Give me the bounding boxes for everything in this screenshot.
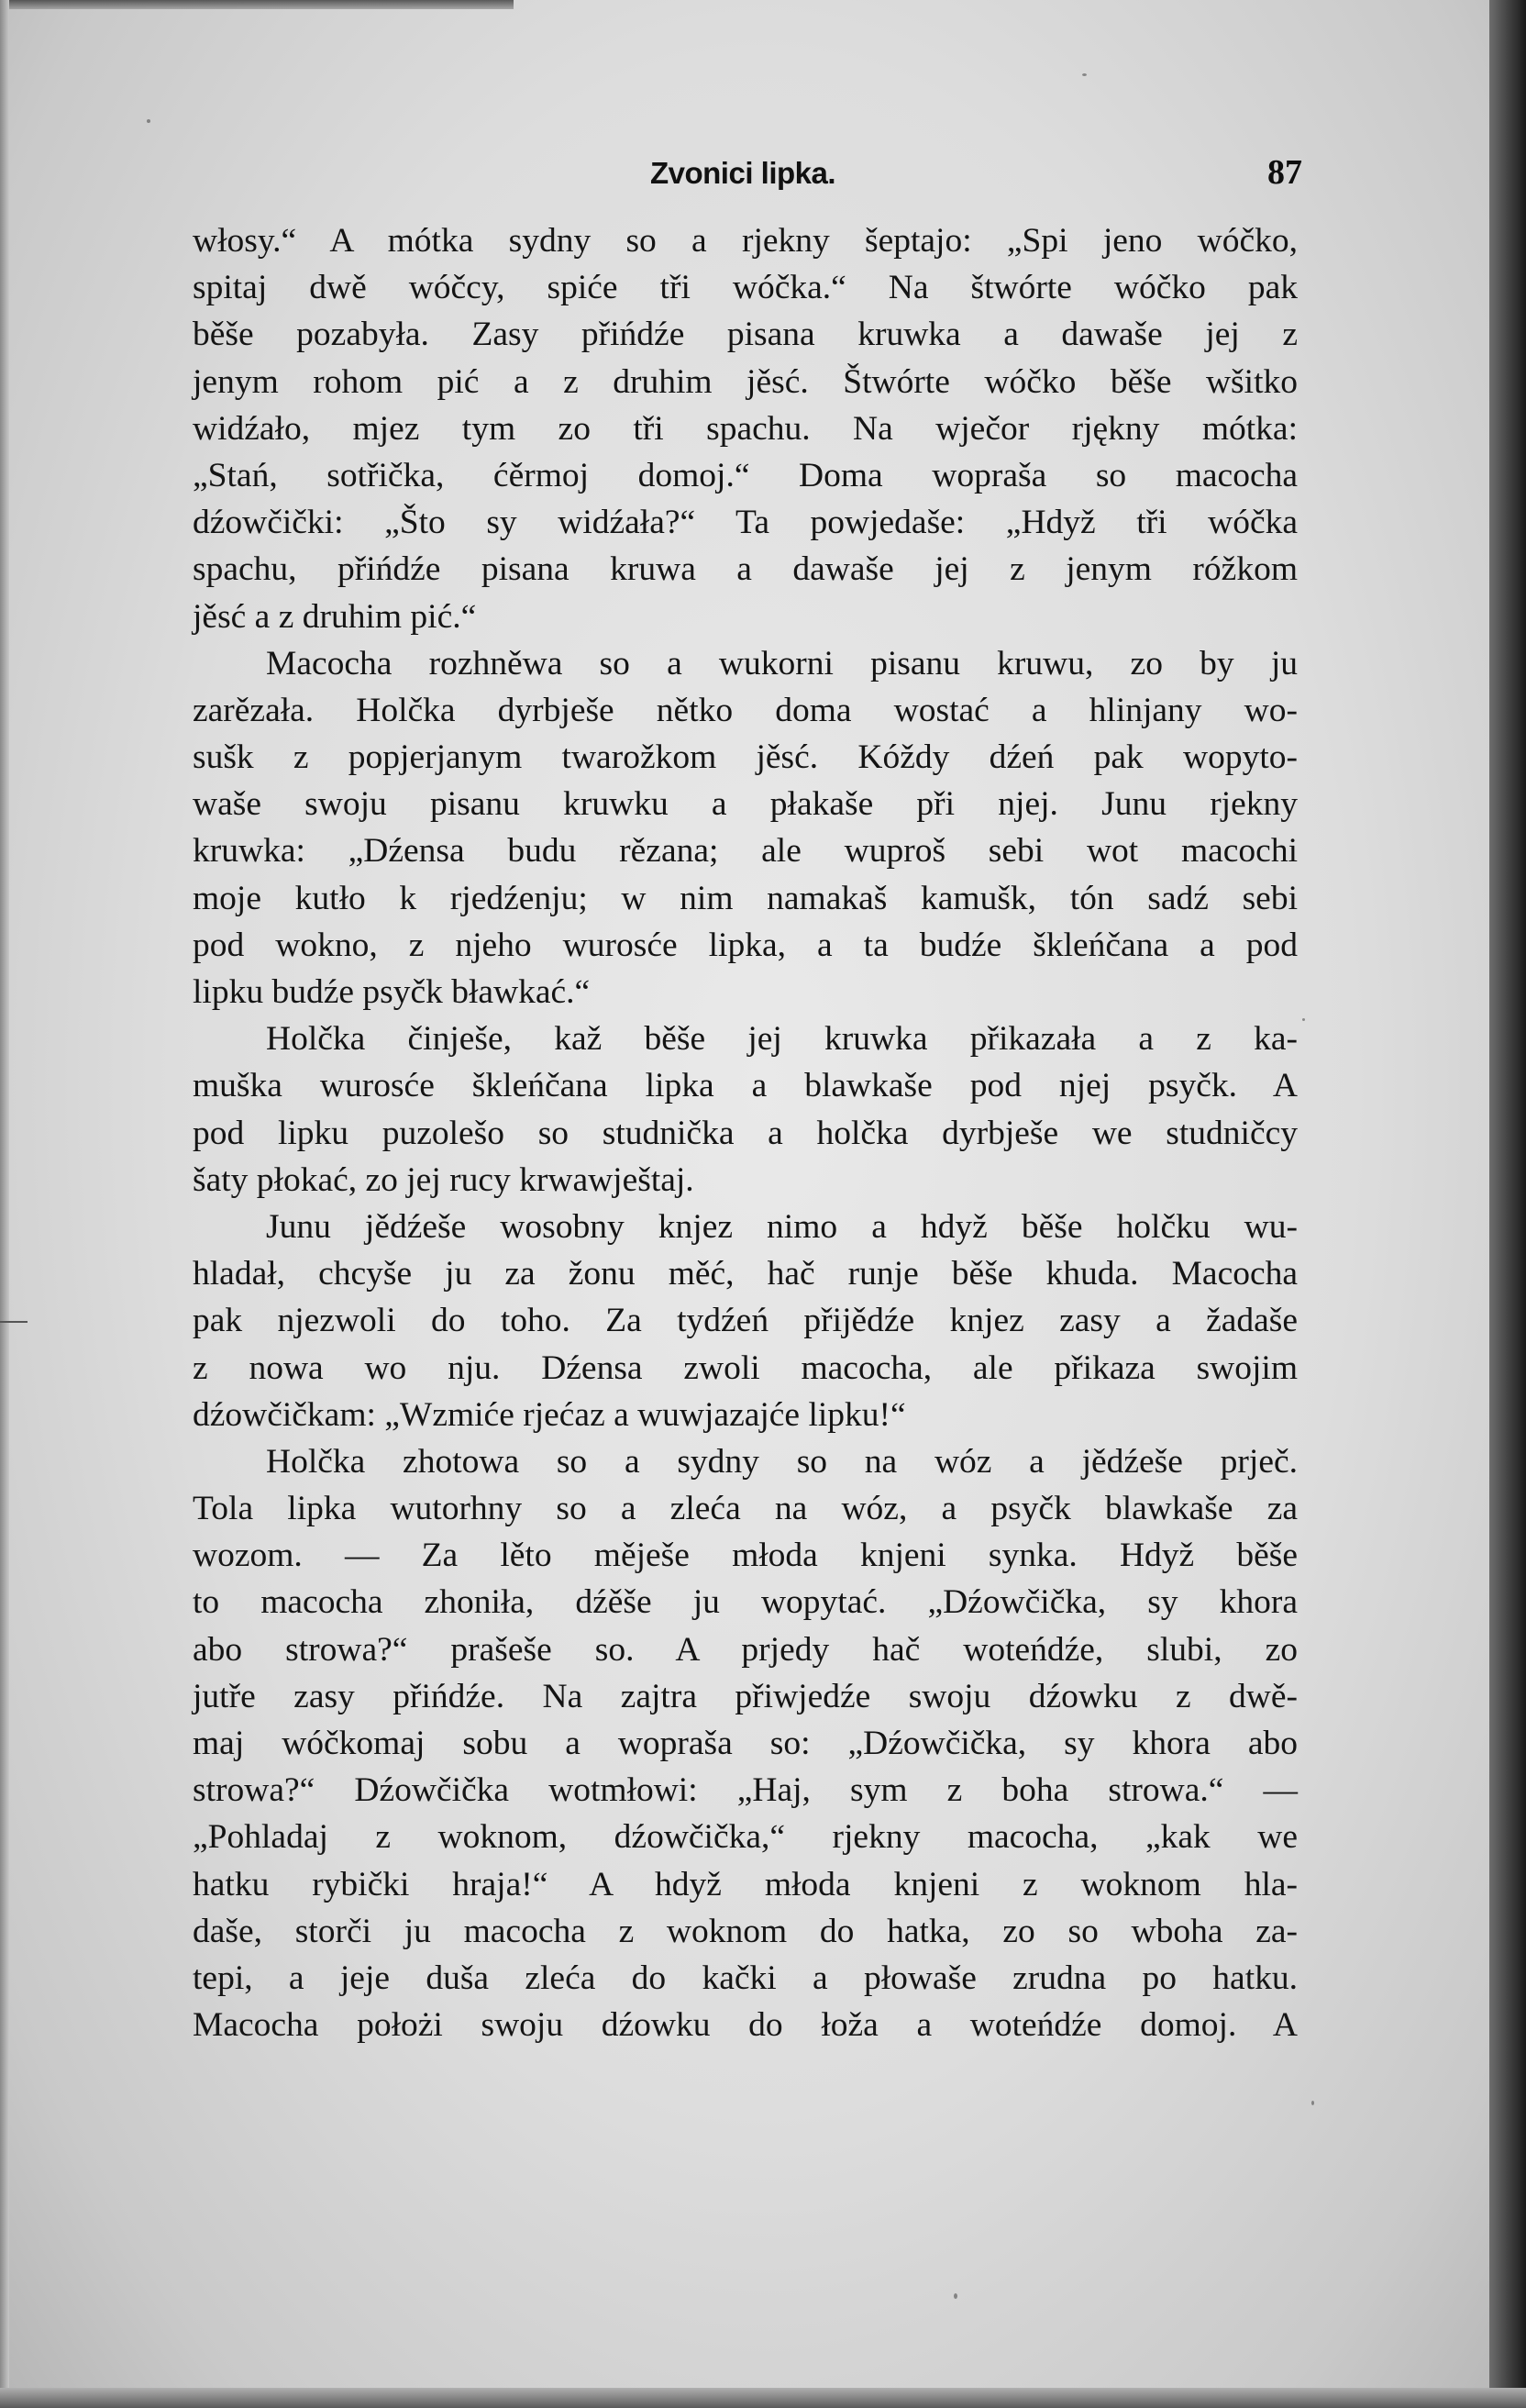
text-line: lipku budźe psyčk bławkać.“ — [193, 973, 591, 1011]
text-line: Holčka činješe, kaž běše jej kruwka přikazała a z ka- — [266, 1020, 1298, 1059]
text-line: abo strowa?“ prašeše so. A prjedy hač woteńdźe, slubi, zo — [193, 1630, 1298, 1669]
text-line: dźowčički: „Što sy widźała?“ Ta powjedaše: „Hdyž tři wóčka — [193, 504, 1298, 542]
right-page-edge — [1489, 0, 1526, 2408]
scan-speck — [954, 2293, 957, 2299]
text-line: Macocha rozhněwa so a wukorni pisanu kruwu, zo by ju — [266, 644, 1298, 682]
text-line: Holčka zhotowa so a sydny so na wóz a jědźeše prječ. — [266, 1442, 1298, 1481]
scan-speck — [147, 119, 150, 123]
text-line: jutře zasy přińdźe. Na zajtra přiwjedźe swoju dźowku z dwě- — [193, 1677, 1298, 1715]
body-text — [193, 217, 1298, 2048]
text-line: strowa?“ Dźowčička wotmłowi: „Haj, sym z boha strowa.“ — — [193, 1771, 1298, 1810]
text-line: sušk z popjerjanym twarožkom jěsć. Kóždy dźeń pak wopyto- — [193, 738, 1298, 777]
text-line: hladał, chcyše ju za žonu měć, hač runje běše khuda. Macocha — [193, 1255, 1298, 1293]
running-title: Zvonici lipka. — [649, 156, 836, 190]
text-line: Junu jědźeše wosobny knjez nimo a hdyž běše holčku wu- — [266, 1207, 1298, 1246]
text-line: „Pohladaj z woknom, dźowčička,“ rjekny macocha, „kak we — [193, 1818, 1298, 1857]
margin-mark — [0, 1321, 28, 1323]
scan-speck — [1082, 73, 1087, 76]
text-line: Tola lipka wutorhny so a zleća na wóz, a psyčk blawkaše za — [193, 1490, 1298, 1528]
text-line: pod lipku puzolešo so studnička a holčka dyrbješe we studničcy — [193, 1114, 1298, 1152]
text-line: muška wurosće škleńčana lipka a blawkaše pod njej psyčk. A — [193, 1067, 1298, 1105]
text-line: wozom. — Za lěto měješe młoda knjeni synka. Hdyž běše — [193, 1537, 1298, 1575]
text-line: maj wóčkomaj sobu a wopraša so: „Dźowčička, sy khora abo — [193, 1725, 1298, 1762]
text-line: widźało, mjez tym zo tři spachu. Na wječor rjękny mótka: — [193, 409, 1298, 448]
text-line: Macocha położi swoju dźowku do łoža a woteńdźe domoj. A — [193, 2006, 1298, 2045]
text-line: spitaj dwě wóčcy, spiće tři wóčka.“ Na štwórte wóčko pak — [193, 269, 1298, 307]
text-line: waše swoju pisanu kruwku a płakaše při njej. Junu rjekny — [193, 785, 1298, 824]
text-line: hatku rybički hraja!“ A hdyž młoda knjeni z woknom hla- — [193, 1865, 1298, 1903]
text-line: běše pozabyła. Zasy přińdźe pisana kruwka a dawaše jej z — [193, 316, 1298, 354]
top-edge-shadow — [0, 0, 514, 9]
text-line: z nowa wo nju. Dźensa zwoli macocha, ale přikaza swojim — [193, 1348, 1298, 1387]
text-line: włosy.“ A mótka sydny so a rjekny šeptajo: „Spi jeno wóčko, — [193, 222, 1298, 260]
text-line: moje kutło k rjedźenju; w nim namakaš kamušk, tón sadź sebi — [193, 879, 1298, 917]
text-line: to macocha zhoniła, dźěše ju wopytać. „Dźowčička, sy khora — [193, 1583, 1298, 1622]
text-line: zarězała. Holčka dyrbješe nětko doma wostać a hlinjany wo- — [193, 691, 1298, 729]
text-line: dźowčičkam: „Wzmiće rjećaz a wuwjazajće lipku!“ — [193, 1395, 906, 1434]
text-line: spachu, přińdźe pisana kruwa a dawaše jej z jenym róžkom — [193, 550, 1298, 589]
text-line: šaty płokać, zo jej rucy krwawještaj. — [193, 1160, 694, 1199]
bottom-page-edge — [0, 2388, 1526, 2408]
left-page-edge — [0, 0, 9, 2408]
text-line: pak njezwoli do toho. Za tydźeń přijědźe knjez zasy a žadaše — [193, 1302, 1298, 1340]
text-line: jenym rohom pić a z druhim jěsć. Štwórte wóčko běše wšitko — [193, 362, 1298, 401]
text-line: daše, storči ju macocha z woknom do hatka, zo so wboha za- — [193, 1912, 1298, 1950]
page-number: 87 — [1267, 153, 1302, 192]
text-line: „Stań, sotřička, ćěrmoj domoj.“ Doma wopraša so macocha — [193, 456, 1298, 494]
running-header — [183, 153, 1302, 202]
text-line: pod wokno, z njeho wurosće lipka, a ta budźe škleńčana a pod — [193, 926, 1298, 964]
text-line: jěsć a z druhim pić.“ — [193, 597, 477, 636]
text-line: tepi, a jeje duša zleća do kački a płowaše zrudna po hatku. — [193, 1959, 1298, 1997]
text-line: kruwka: „Dźensa budu rězana; ale wuproš sebi wot macochi — [193, 832, 1298, 871]
scan-speck — [1311, 2101, 1314, 2105]
scan-speck — [1302, 1018, 1305, 1021]
